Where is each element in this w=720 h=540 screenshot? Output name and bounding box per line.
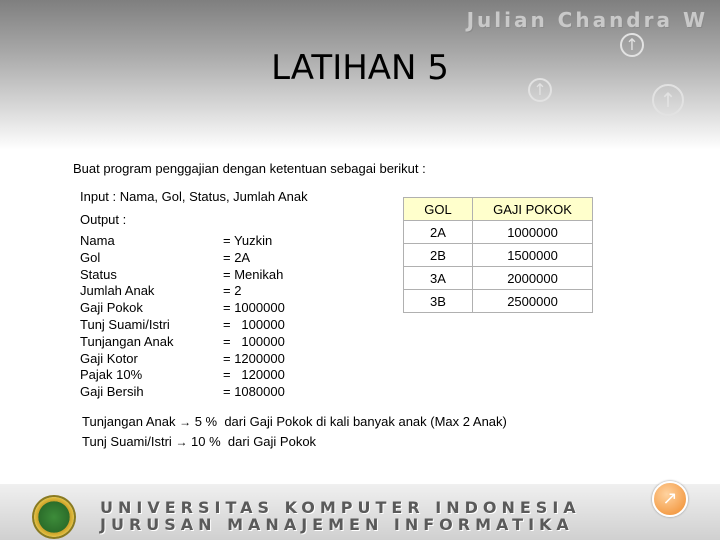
note-text: Tunj Suami/Istri xyxy=(82,434,176,449)
table-row xyxy=(404,244,593,267)
up-arrow-circle-icon: ↑ xyxy=(528,78,552,102)
input-spec: Input : Nama, Gol, Status, Jumlah Anak xyxy=(80,189,308,204)
output-label-gol: Gol xyxy=(80,249,101,265)
output-labels-column xyxy=(80,233,173,401)
output-label-jumlah-anak: Jumlah Anak xyxy=(80,283,155,299)
output-label-status: Status xyxy=(80,266,117,282)
output-value-gaji-bersih: = 1080000 xyxy=(223,384,285,400)
output-value-tunj-suami-istri: = 100000 xyxy=(223,316,285,332)
output-value-nama: = Yuzkin xyxy=(223,233,273,248)
output-value-jumlah-anak: = 2 xyxy=(223,283,242,299)
right-arrow-icon: → xyxy=(179,415,192,429)
note-text: 10 % dari Gaji Pokok xyxy=(187,434,317,449)
output-label-gaji-kotor: Gaji Kotor xyxy=(80,350,138,366)
output-label-gaji-pokok: Gaji Pokok xyxy=(80,300,143,316)
table-row xyxy=(404,221,593,244)
footer-university-name: UNIVERSITAS KOMPUTER INDONESIA xyxy=(100,498,581,517)
up-arrow-circle-icon: ↑ xyxy=(620,33,644,57)
footer-department-name: JURUSAN MANAJEMEN INFORMATIKA xyxy=(100,515,574,534)
output-value-gaji-pokok: = 1000000 xyxy=(223,300,285,316)
table-cell-gaji: 1000000 xyxy=(473,221,593,244)
table-row xyxy=(404,267,593,290)
table-header-gaji-pokok: GAJI POKOK xyxy=(473,198,593,221)
output-value-pajak: = 120000 xyxy=(223,367,285,383)
table-cell-gol: 2B xyxy=(404,244,473,267)
output-label: Output : xyxy=(80,212,127,227)
note-tunj-suami-istri xyxy=(82,432,507,452)
table-cell-gol: 3A xyxy=(404,267,473,290)
university-seal-icon xyxy=(34,497,74,537)
arrow-up-right-circle-icon[interactable]: ↗ xyxy=(652,481,688,517)
output-label-pajak: Pajak 10% xyxy=(80,367,143,383)
table-row xyxy=(404,290,593,313)
right-arrow-icon: → xyxy=(175,435,188,449)
output-value-status: = Menikah xyxy=(223,266,284,282)
up-arrow-circle-icon: ↑ xyxy=(652,84,684,116)
output-label-tunj-suami-istri: Tunj Suami/Istri xyxy=(80,316,170,332)
note-tunjangan-anak xyxy=(82,412,507,432)
intro-text: Buat program penggajian dengan ketentuan sebagai berikut : xyxy=(73,161,426,176)
output-label-gaji-bersih: Gaji Bersih xyxy=(80,384,144,400)
output-value-gol: = 2A xyxy=(223,249,251,265)
notes xyxy=(82,412,507,452)
table-header-gol: GOL xyxy=(404,198,473,221)
table-header-row xyxy=(404,198,593,221)
output-label-tunjangan-anak: Tunjangan Anak xyxy=(80,333,174,349)
output-values-column xyxy=(223,233,285,401)
table-cell-gaji: 1500000 xyxy=(473,244,593,267)
note-text: 5 % dari Gaji Pokok di kali banyak anak (Max 2 Anak) xyxy=(191,414,507,429)
output-label-nama: Nama xyxy=(80,233,115,248)
output-value-gaji-kotor: = 1200000 xyxy=(223,350,285,366)
output-value-tunjangan-anak: = 100000 xyxy=(223,333,285,349)
note-text: Tunjangan Anak xyxy=(82,414,180,429)
table-cell-gol: 3B xyxy=(404,290,473,313)
gol-salary-table xyxy=(403,197,593,313)
table-cell-gaji: 2500000 xyxy=(473,290,593,313)
table-cell-gaji: 2000000 xyxy=(473,267,593,290)
brand-text: Julian Chandra W xyxy=(466,8,708,32)
table-cell-gol: 2A xyxy=(404,221,473,244)
page-title: LATIHAN 5 xyxy=(271,48,449,88)
